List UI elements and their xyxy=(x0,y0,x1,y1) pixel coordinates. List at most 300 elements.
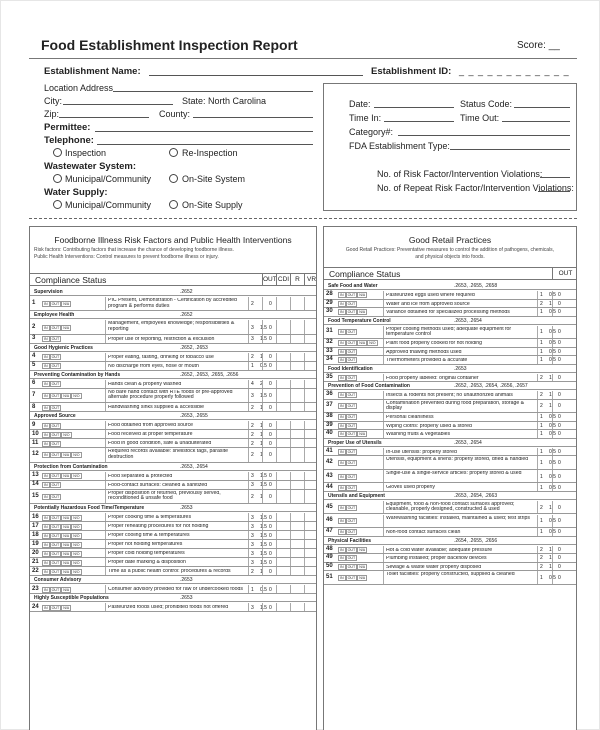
risk-item-options[interactable] xyxy=(42,363,61,369)
status-option[interactable]: IN xyxy=(44,432,48,437)
retail-item-number: 32 xyxy=(326,339,333,346)
risk-section-name: Approved Source xyxy=(34,413,76,420)
status-option[interactable]: OUT xyxy=(347,415,356,420)
retail-item-description: Wiping cloths: properly used & stored xyxy=(386,423,472,429)
risk-item-options[interactable] xyxy=(42,605,71,611)
status-option[interactable]: IN xyxy=(44,302,48,307)
status-option[interactable]: N/O xyxy=(73,393,80,398)
ww-onsite-radio[interactable] xyxy=(169,174,178,183)
county-field[interactable] xyxy=(193,117,313,118)
risk-item-options[interactable] xyxy=(42,381,61,387)
retail-item-options[interactable] xyxy=(338,547,367,553)
status-option[interactable]: IN xyxy=(44,423,48,428)
zip-field[interactable] xyxy=(59,117,149,118)
column-divider xyxy=(552,422,553,430)
status-option[interactable]: IN xyxy=(44,605,48,610)
status-option[interactable]: IN xyxy=(44,393,48,398)
status-option[interactable]: OUT xyxy=(51,551,60,556)
status-option[interactable]: IN xyxy=(44,569,48,574)
water-onsite-label: On-Site Supply xyxy=(182,200,243,210)
status-option[interactable]: N/A xyxy=(63,524,70,529)
status-option[interactable]: IN xyxy=(44,494,48,499)
retail-item-number: 28 xyxy=(326,291,333,298)
status-option[interactable]: IN xyxy=(340,530,344,535)
column-divider xyxy=(537,400,538,413)
status-option[interactable]: N/O xyxy=(63,432,70,437)
column-divider xyxy=(105,297,106,310)
retail-item-points: 0.5 xyxy=(549,574,556,581)
permittee-field[interactable] xyxy=(95,131,313,132)
risk-item-options[interactable] xyxy=(42,452,82,458)
retail-item-options[interactable] xyxy=(338,340,378,346)
risk-section-name: Potentially Hazardous Food Time/Temperature xyxy=(34,505,145,511)
risk-item-options[interactable] xyxy=(42,301,71,307)
risk-item-options[interactable] xyxy=(42,393,82,399)
retail-section-name: Utensils and Equipment xyxy=(328,492,385,499)
risk-item-options[interactable] xyxy=(42,354,61,360)
retail-item-number: 50 xyxy=(326,562,333,569)
status-option[interactable]: IN xyxy=(44,560,48,565)
status-option[interactable]: OUT xyxy=(347,505,356,510)
risk-item-options[interactable] xyxy=(42,587,71,593)
risk-item-points: 0 xyxy=(269,354,272,361)
column-divider xyxy=(248,403,249,411)
status-option[interactable]: N/A xyxy=(359,293,366,298)
column-divider xyxy=(383,456,384,469)
column-divider xyxy=(383,546,384,554)
status-option[interactable]: OUT xyxy=(51,302,60,307)
column-divider xyxy=(537,413,538,421)
risk-item-points: 0 xyxy=(269,482,272,489)
risk-item-points: 0 xyxy=(269,422,272,429)
status-option[interactable]: OUT xyxy=(347,330,356,335)
water-supply-label: Water Supply: xyxy=(44,187,108,198)
retail-item-options[interactable] xyxy=(338,349,357,355)
water-municipal-radio[interactable] xyxy=(53,200,62,209)
column-divider xyxy=(262,320,263,333)
status-option[interactable]: OUT xyxy=(51,355,60,360)
status-option[interactable]: OUT xyxy=(347,556,356,561)
risk-item-points: 3 xyxy=(251,324,254,331)
fda-type-field[interactable] xyxy=(450,149,570,150)
status-option[interactable]: OUT xyxy=(51,483,60,488)
risk-item-points: 0 xyxy=(269,541,272,548)
retail-item-options[interactable] xyxy=(338,431,367,437)
status-option[interactable]: OUT xyxy=(51,560,60,565)
status-option[interactable]: N/O xyxy=(73,542,80,547)
status-option[interactable]: OUT xyxy=(347,547,356,552)
status-option[interactable]: OUT xyxy=(51,605,60,610)
status-option[interactable]: OUT xyxy=(347,519,356,524)
retail-item-description: Plant food properly cooked for hot holding xyxy=(386,341,483,347)
status-option[interactable]: N/A xyxy=(63,560,70,565)
status-option[interactable]: IN xyxy=(44,474,48,479)
status-option[interactable]: IN xyxy=(340,474,344,479)
status-option[interactable]: IN xyxy=(340,547,344,552)
status-option[interactable]: IN xyxy=(340,505,344,510)
status-option[interactable]: OUT xyxy=(51,325,60,330)
status-option[interactable]: OUT xyxy=(51,432,60,437)
status-option[interactable]: N/A xyxy=(359,310,366,315)
status-option[interactable]: IN xyxy=(44,441,48,446)
risk-item-options[interactable] xyxy=(42,325,71,331)
risk-item-points: 0 xyxy=(269,336,272,343)
status-option[interactable]: IN xyxy=(44,337,48,342)
column-divider xyxy=(304,389,305,402)
status-option[interactable]: IN xyxy=(44,325,48,330)
status-option[interactable]: N/O xyxy=(73,515,80,520)
status-option[interactable]: OUT xyxy=(347,564,356,569)
time-out-label: Time Out: xyxy=(460,113,500,123)
column-divider xyxy=(262,531,263,539)
status-option[interactable]: OUT xyxy=(347,460,356,465)
status-option[interactable]: OUT xyxy=(51,587,60,592)
status-option[interactable]: OUT xyxy=(347,310,356,315)
risk-col-r: R xyxy=(290,274,304,285)
column-divider xyxy=(537,515,538,528)
retail-item-description: Insects & rodents not present; no unauthorized animals xyxy=(386,393,513,399)
status-option[interactable]: N/A xyxy=(63,605,70,610)
status-option[interactable]: IN xyxy=(340,564,344,569)
risk-item-description: Proper use of reporting, restriction & exclusion xyxy=(108,336,215,342)
column-divider xyxy=(290,603,291,611)
risk-item-options[interactable] xyxy=(42,533,82,539)
status-option[interactable]: OUT xyxy=(51,423,60,428)
column-divider xyxy=(304,603,305,611)
category-field[interactable] xyxy=(398,135,570,136)
column-divider xyxy=(248,513,249,521)
retail-item-points: 0 xyxy=(558,329,561,336)
status-option[interactable]: OUT xyxy=(51,524,60,529)
status-option[interactable]: N/A xyxy=(63,533,70,538)
status-option[interactable]: OUT xyxy=(347,449,356,454)
retail-item-options[interactable] xyxy=(338,403,357,409)
status-option[interactable]: OUT xyxy=(51,542,60,547)
status-option[interactable]: IN xyxy=(44,551,48,556)
status-option[interactable]: N/A xyxy=(359,432,366,437)
column-divider xyxy=(537,339,538,347)
retail-item-options[interactable] xyxy=(338,518,357,524)
status-option[interactable]: IN xyxy=(340,393,344,398)
risk-item-number: 15 xyxy=(32,492,39,499)
retail-item-options[interactable] xyxy=(338,474,357,480)
status-option[interactable]: N/A xyxy=(63,393,70,398)
risk-item-points: 1.5 xyxy=(260,473,267,480)
risk-item-options[interactable] xyxy=(42,542,82,548)
retail-item-options[interactable] xyxy=(338,423,357,429)
column-divider xyxy=(276,439,277,447)
status-option[interactable]: IN xyxy=(340,519,344,524)
retail-item-options[interactable] xyxy=(338,505,357,511)
retail-item-description: Personal cleanliness xyxy=(386,415,434,421)
status-option[interactable]: OUT xyxy=(347,575,356,580)
status-option[interactable]: OUT xyxy=(51,453,60,458)
status-option[interactable]: N/A xyxy=(63,587,70,592)
column-divider xyxy=(276,472,277,480)
status-option[interactable]: OUT xyxy=(51,382,60,387)
retail-section-header xyxy=(324,317,576,325)
retail-item-options[interactable] xyxy=(338,329,357,335)
column-divider xyxy=(552,400,553,413)
status-option[interactable]: OUT xyxy=(51,515,60,520)
retail-item-points: 0 xyxy=(558,374,561,381)
status-option[interactable]: IN xyxy=(44,533,48,538)
status-option[interactable]: OUT xyxy=(51,494,60,499)
repeat-violations-field[interactable] xyxy=(538,191,570,192)
risk-item-options[interactable] xyxy=(42,494,61,500)
risk-section-header xyxy=(30,463,316,471)
column-divider xyxy=(290,403,291,411)
risk-item-options[interactable] xyxy=(42,432,72,438)
risk-item-points: 3 xyxy=(251,604,254,611)
column-divider xyxy=(383,413,384,421)
status-option[interactable]: N/A xyxy=(63,515,70,520)
date-field[interactable] xyxy=(374,107,454,108)
telephone-field[interactable] xyxy=(97,144,313,145)
retail-item-options[interactable] xyxy=(338,529,357,535)
status-option[interactable]: OUT xyxy=(51,364,60,369)
column-divider xyxy=(383,501,384,514)
retail-item-number: 42 xyxy=(326,458,333,465)
retail-item-options[interactable] xyxy=(338,564,367,570)
status-option[interactable]: N/A xyxy=(63,542,70,547)
status-option[interactable]: OUT xyxy=(51,474,60,479)
status-option[interactable]: IN xyxy=(340,293,344,298)
status-option[interactable]: IN xyxy=(340,349,344,354)
status-option[interactable]: OUT xyxy=(347,404,356,409)
status-option[interactable]: IN xyxy=(340,575,344,580)
status-option[interactable]: OUT xyxy=(347,341,356,346)
retail-item-options[interactable] xyxy=(338,392,357,398)
risk-item-description: Required records available: shellstock tags, parasite destruction xyxy=(108,449,228,460)
score-value[interactable]: __ xyxy=(548,40,560,51)
status-option[interactable]: OUT xyxy=(347,423,356,428)
status-option[interactable]: N/O xyxy=(73,560,80,565)
column-divider xyxy=(105,320,106,333)
status-option[interactable]: OUT xyxy=(347,358,356,363)
risk-section-header xyxy=(30,371,316,379)
violations-field[interactable] xyxy=(540,177,570,178)
location-address-field[interactable] xyxy=(113,91,313,92)
retail-item-options[interactable] xyxy=(338,357,357,363)
status-option[interactable]: N/A xyxy=(63,569,70,574)
status-option[interactable]: IN xyxy=(44,364,48,369)
risk-subtitle-1: Risk factors: Contributing factors that increase the chance of developing foodborne illness. xyxy=(34,247,234,253)
establishment-id-field[interactable]: _ _ _ _ _ _ _ _ _ _ _ _ xyxy=(459,66,570,76)
status-option[interactable]: IN xyxy=(340,432,344,437)
ww-municipal-radio[interactable] xyxy=(53,174,62,183)
retail-item-number: 41 xyxy=(326,447,333,454)
risk-item-options[interactable] xyxy=(42,473,82,479)
risk-item-number: 13 xyxy=(32,472,39,479)
risk-item-points: 2 xyxy=(251,354,254,361)
risk-item-options[interactable] xyxy=(42,569,82,575)
retail-item-options[interactable] xyxy=(338,301,357,307)
risk-item-options[interactable] xyxy=(42,482,61,488)
status-option[interactable]: N/O xyxy=(73,474,80,479)
status-option[interactable]: IN xyxy=(44,483,48,488)
column-divider xyxy=(552,291,553,299)
status-option[interactable]: IN xyxy=(340,330,344,335)
column-divider xyxy=(383,400,384,413)
column-divider xyxy=(276,380,277,388)
status-option[interactable]: IN xyxy=(340,485,344,490)
water-onsite-radio[interactable] xyxy=(169,200,178,209)
column-divider xyxy=(552,554,553,562)
status-option[interactable]: IN xyxy=(44,355,48,360)
column-divider xyxy=(552,546,553,554)
inspection-radio[interactable] xyxy=(53,148,62,157)
status-option[interactable]: N/O xyxy=(73,524,80,529)
retail-item-options[interactable] xyxy=(338,555,357,561)
column-divider xyxy=(537,300,538,308)
status-option[interactable]: N/A xyxy=(63,551,70,556)
retail-item-row xyxy=(324,448,576,457)
status-option[interactable]: IN xyxy=(44,587,48,592)
establishment-id-label: Establishment ID: xyxy=(371,66,452,77)
column-divider xyxy=(262,472,263,480)
risk-item-options[interactable] xyxy=(42,336,61,342)
column-divider xyxy=(537,356,538,364)
risk-section-code: .2652 xyxy=(180,312,193,319)
column-divider xyxy=(304,472,305,480)
column-divider xyxy=(262,540,263,548)
risk-item-options[interactable] xyxy=(42,441,61,447)
status-option[interactable]: OUT xyxy=(347,530,356,535)
retail-section-code: .2653 xyxy=(454,365,467,372)
status-option[interactable]: IN xyxy=(44,382,48,387)
status-option[interactable]: IN xyxy=(44,524,48,529)
risk-item-row xyxy=(30,448,316,462)
retail-item-points: 2 xyxy=(540,546,543,553)
status-option[interactable]: IN xyxy=(340,301,344,306)
retail-item-options[interactable] xyxy=(338,485,357,491)
retail-item-points: 0 xyxy=(558,414,561,421)
status-option[interactable]: N/A xyxy=(359,547,366,552)
status-option[interactable]: OUT xyxy=(51,533,60,538)
retail-item-description: Plumbing installed; proper backflow devices xyxy=(386,556,487,562)
status-option[interactable]: IN xyxy=(44,453,48,458)
retail-item-points: 1 xyxy=(540,292,543,299)
retail-item-options[interactable] xyxy=(338,375,357,381)
status-option[interactable]: N/O xyxy=(73,533,80,538)
status-option[interactable]: IN xyxy=(340,341,344,346)
status-option[interactable]: OUT xyxy=(347,474,356,479)
status-option[interactable]: N/A xyxy=(359,564,366,569)
status-option[interactable]: OUT xyxy=(347,432,356,437)
status-option[interactable]: IN xyxy=(340,556,344,561)
status-option[interactable]: IN xyxy=(340,460,344,465)
risk-item-points: 2 xyxy=(251,431,254,438)
status-option[interactable]: IN xyxy=(340,358,344,363)
risk-item-options[interactable] xyxy=(42,515,82,521)
status-option[interactable]: IN xyxy=(340,449,344,454)
column-divider xyxy=(304,320,305,333)
risk-section-header xyxy=(30,311,316,319)
status-option[interactable]: OUT xyxy=(51,441,60,446)
risk-item-points: 2 xyxy=(260,381,263,388)
retail-item-options[interactable] xyxy=(338,309,367,315)
status-option[interactable]: OUT xyxy=(347,485,356,490)
permittee-label: Permittee: xyxy=(44,122,91,133)
status-option[interactable]: N/A xyxy=(63,453,70,458)
retail-item-options[interactable] xyxy=(338,292,367,298)
status-option[interactable]: IN xyxy=(340,310,344,315)
status-option[interactable]: IN xyxy=(340,375,344,380)
column-divider xyxy=(304,567,305,575)
risk-item-points: 1 xyxy=(251,586,254,593)
status-code-field[interactable] xyxy=(514,107,570,108)
status-option[interactable]: N/A xyxy=(63,302,70,307)
retail-item-row xyxy=(324,563,576,572)
column-divider xyxy=(383,448,384,456)
retail-item-points: 0 xyxy=(558,348,561,355)
column-divider xyxy=(383,326,384,339)
retail-item-options[interactable] xyxy=(338,460,357,466)
retail-item-options[interactable] xyxy=(338,449,357,455)
risk-item-options[interactable] xyxy=(42,423,61,429)
status-option[interactable]: N/O xyxy=(369,341,376,346)
time-in-field[interactable] xyxy=(384,121,454,122)
column-divider xyxy=(262,430,263,438)
risk-item-options[interactable] xyxy=(42,405,61,411)
status-option[interactable]: OUT xyxy=(347,375,356,380)
status-option[interactable]: IN xyxy=(340,415,344,420)
risk-item-description: PIC Present, Demonstration - Certification by accredited program & performs duties xyxy=(108,298,237,309)
column-divider xyxy=(262,335,263,343)
risk-item-row xyxy=(30,522,316,531)
status-option[interactable]: OUT xyxy=(347,349,356,354)
risk-item-description: Pasteurized foods used; prohibited foods not offered xyxy=(108,605,229,610)
status-option[interactable]: OUT xyxy=(347,293,356,298)
risk-item-options[interactable] xyxy=(42,560,82,566)
status-option[interactable]: IN xyxy=(44,542,48,547)
retail-item-points: 0 xyxy=(558,473,561,480)
city-field[interactable] xyxy=(63,104,173,105)
status-option[interactable]: OUT xyxy=(51,337,60,342)
status-option[interactable]: N/A xyxy=(359,341,366,346)
status-option[interactable]: IN xyxy=(340,404,344,409)
column-divider xyxy=(383,515,384,528)
retail-item-description: Water and ice from approved source xyxy=(386,301,470,307)
status-option[interactable]: IN xyxy=(44,515,48,520)
status-option[interactable]: IN xyxy=(44,405,48,410)
status-option[interactable]: OUT xyxy=(347,393,356,398)
status-option[interactable]: N/A xyxy=(63,474,70,479)
risk-item-options[interactable] xyxy=(42,524,82,530)
risk-item-options[interactable] xyxy=(42,551,82,557)
retail-item-options[interactable] xyxy=(338,414,357,420)
status-option[interactable]: N/A xyxy=(63,325,70,330)
risk-col-vr: VR xyxy=(304,274,317,285)
time-out-field[interactable] xyxy=(502,121,570,122)
retail-item-number: 46 xyxy=(326,517,333,524)
risk-item-number: 7 xyxy=(32,391,36,398)
retail-item-options[interactable] xyxy=(338,575,367,581)
status-option[interactable]: N/A xyxy=(359,575,366,580)
status-option[interactable]: IN xyxy=(340,423,344,428)
reinspection-radio[interactable] xyxy=(169,148,178,157)
status-option[interactable]: OUT xyxy=(51,393,60,398)
establishment-name-field[interactable] xyxy=(149,75,363,76)
status-option[interactable]: OUT xyxy=(51,569,60,574)
status-option[interactable]: OUT xyxy=(347,301,356,306)
status-option[interactable]: OUT xyxy=(51,405,60,410)
status-option[interactable]: N/O xyxy=(73,551,80,556)
status-option[interactable]: N/O xyxy=(73,569,80,574)
status-option[interactable]: N/O xyxy=(73,453,80,458)
risk-item-number: 19 xyxy=(32,540,39,547)
